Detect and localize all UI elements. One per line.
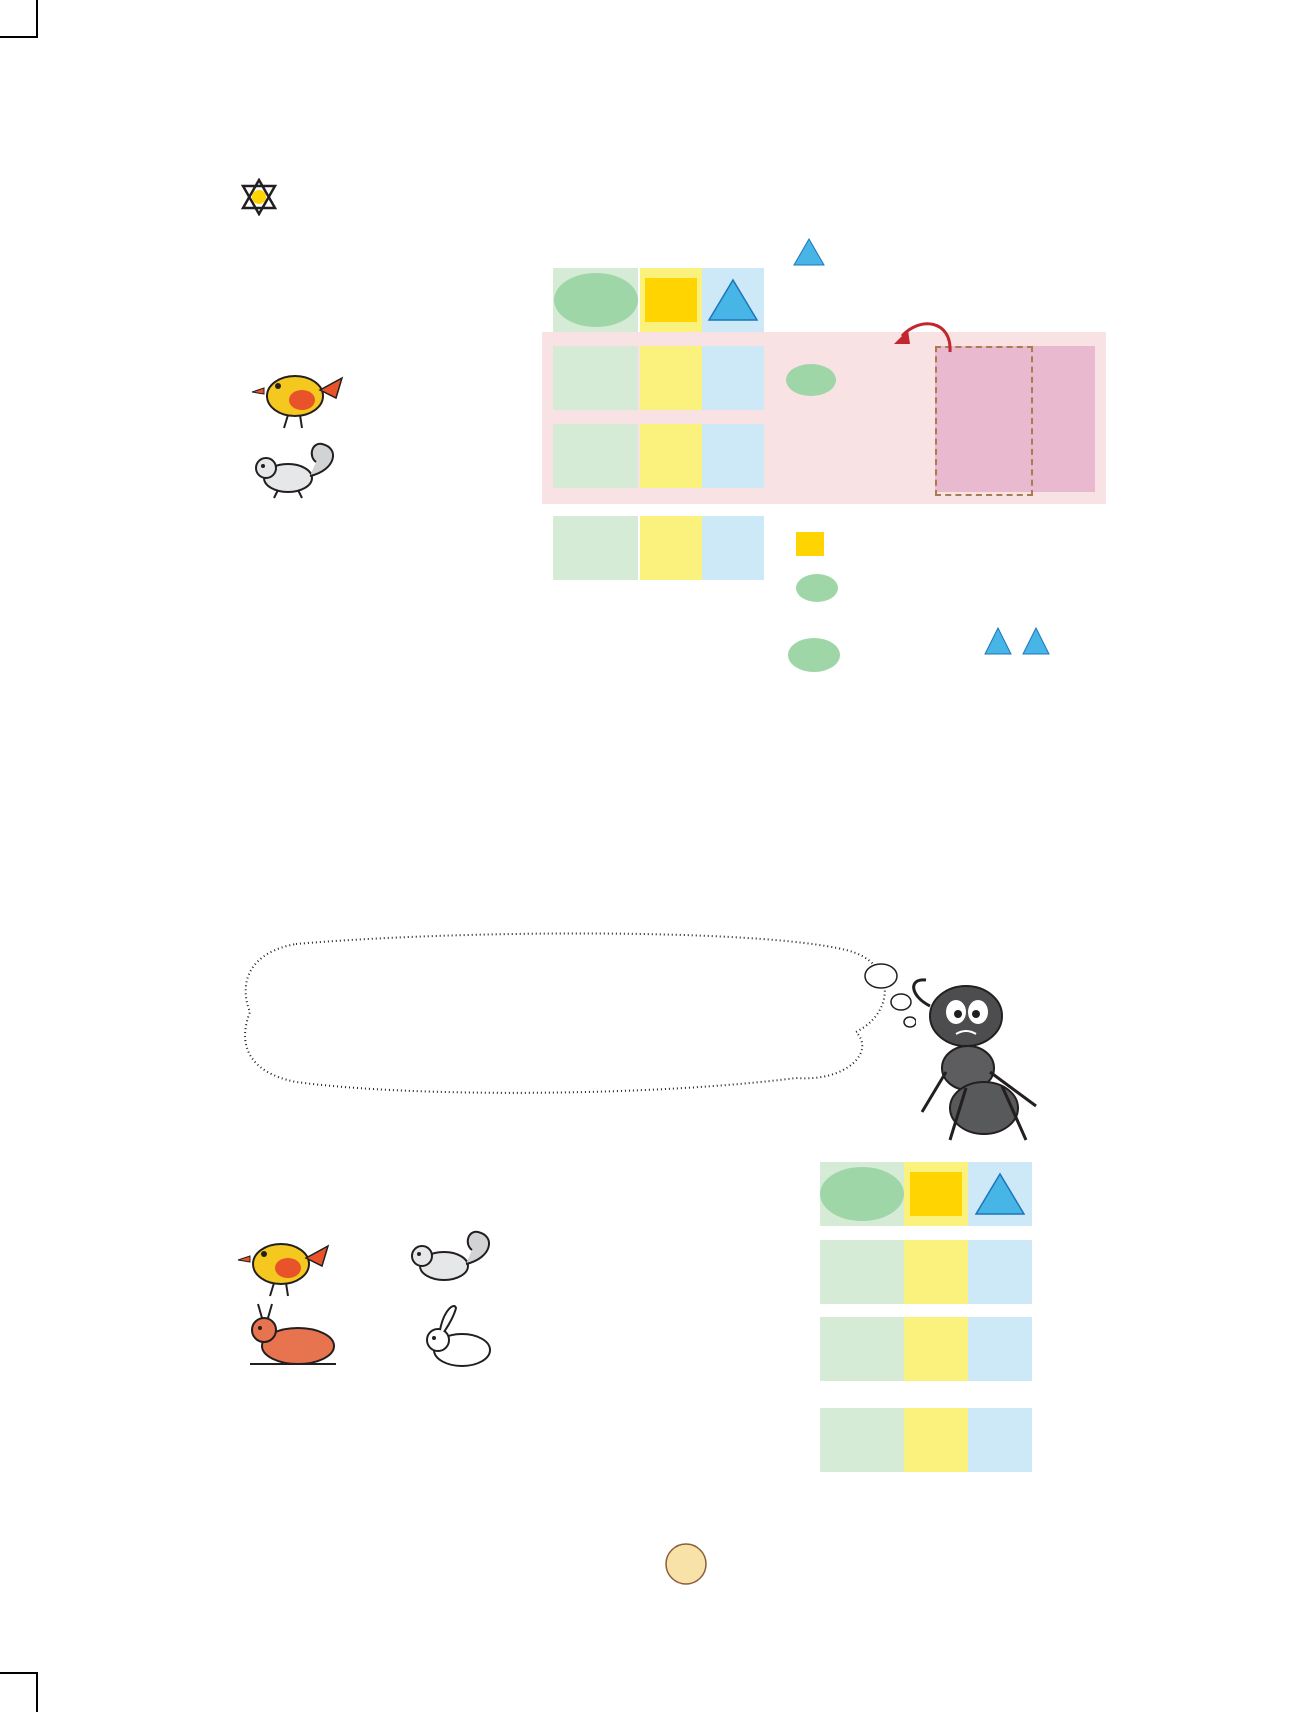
one-triangle-icon bbox=[792, 237, 826, 267]
ones-remaining bbox=[984, 626, 1054, 656]
tens-header bbox=[640, 268, 702, 332]
hundred-oval bbox=[554, 273, 638, 327]
explain-line4 bbox=[788, 574, 846, 606]
hundred-oval bbox=[788, 638, 840, 672]
squirrel-icon bbox=[248, 440, 343, 502]
answer-hundreds-2[interactable] bbox=[820, 1317, 904, 1381]
ten-square bbox=[645, 278, 697, 322]
star-icon bbox=[240, 178, 278, 216]
ten-square bbox=[796, 532, 824, 556]
row1-hundreds bbox=[553, 346, 638, 410]
row1-ones bbox=[702, 346, 764, 410]
deer-icon bbox=[240, 1300, 340, 1372]
one-triangle-icon bbox=[707, 278, 759, 322]
answer-tens-2[interactable] bbox=[904, 1317, 968, 1381]
answer-hundreds-1[interactable] bbox=[820, 1240, 904, 1304]
result-ones bbox=[702, 516, 764, 580]
one-triangle-icon bbox=[974, 1172, 1026, 1216]
regroup-arrow-icon bbox=[890, 310, 970, 360]
hundred-oval bbox=[796, 574, 838, 602]
tens-header bbox=[904, 1162, 968, 1226]
ten-square bbox=[910, 1172, 962, 1216]
page-number-badge bbox=[660, 1536, 712, 1588]
hundred-oval bbox=[786, 364, 836, 396]
ones-grid bbox=[935, 346, 1095, 492]
row2-tens bbox=[640, 424, 702, 488]
row1-tens bbox=[640, 346, 702, 410]
ant-icon bbox=[906, 976, 1056, 1146]
explain-line1 bbox=[788, 237, 830, 267]
thought-bubble bbox=[236, 932, 916, 1102]
row2-ones bbox=[702, 424, 764, 488]
result-hundreds bbox=[553, 516, 638, 580]
answer-ones-1[interactable] bbox=[968, 1240, 1032, 1304]
result-tens bbox=[640, 516, 702, 580]
hundreds-header bbox=[820, 1162, 904, 1226]
answer-tens-total[interactable] bbox=[904, 1408, 968, 1472]
rabbit-icon bbox=[418, 1300, 498, 1372]
answer-ones-total[interactable] bbox=[968, 1408, 1032, 1472]
bird-icon bbox=[236, 1226, 331, 1298]
hundreds-header bbox=[553, 268, 638, 332]
bird-icon bbox=[250, 358, 345, 430]
ones-header bbox=[968, 1162, 1032, 1226]
answer-ones-2[interactable] bbox=[968, 1317, 1032, 1381]
answer-hundreds-total[interactable] bbox=[820, 1408, 904, 1472]
hundred-oval bbox=[820, 1167, 904, 1221]
answer-tens-1[interactable] bbox=[904, 1240, 968, 1304]
explain-line3 bbox=[788, 532, 832, 560]
ones-header bbox=[702, 268, 764, 332]
squirrel-icon bbox=[404, 1228, 499, 1290]
row2-hundreds bbox=[553, 424, 638, 488]
